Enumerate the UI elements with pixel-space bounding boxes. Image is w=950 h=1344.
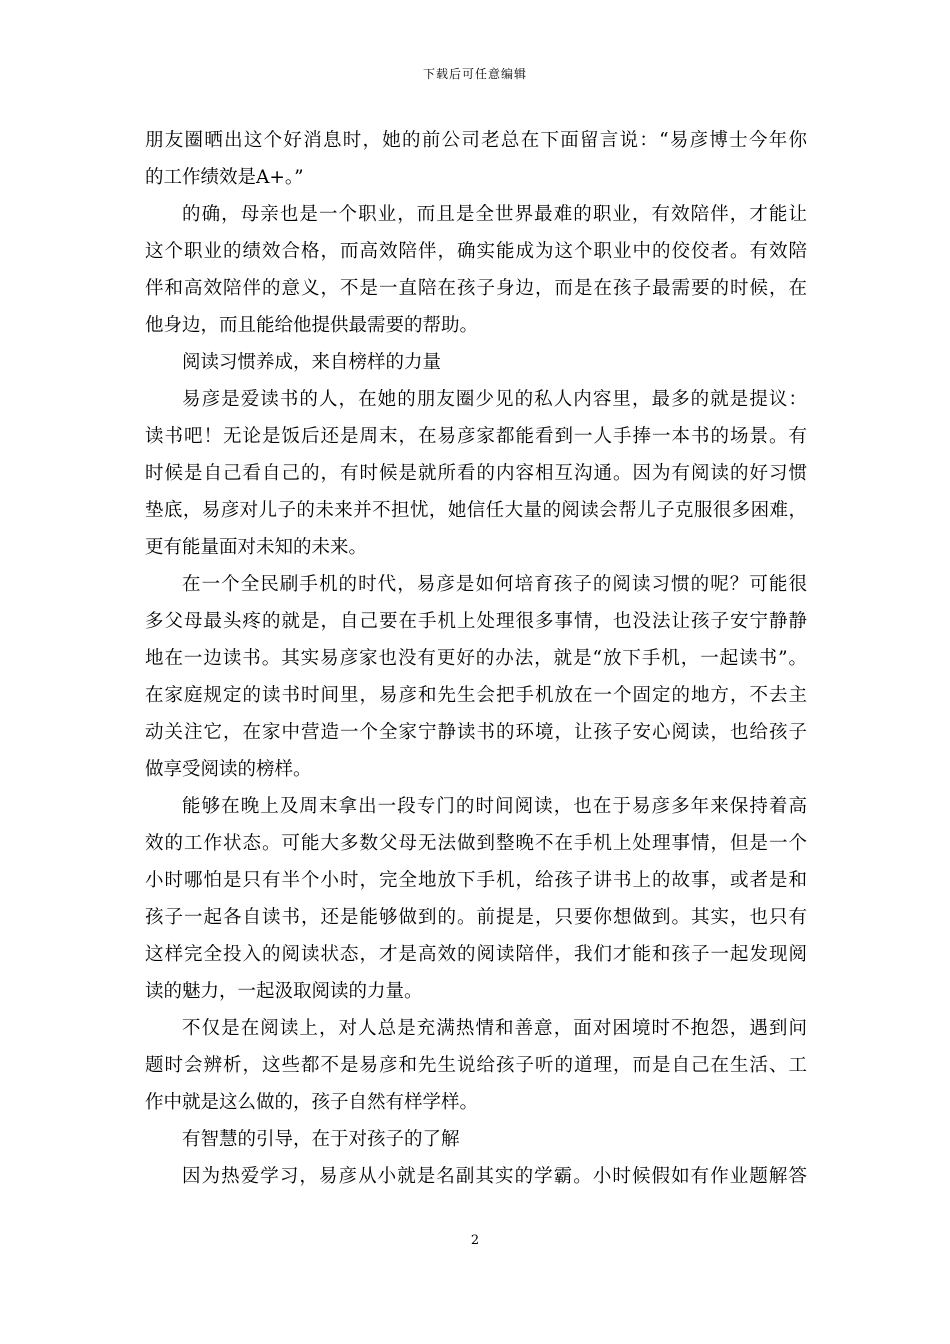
text-line: 易彦是爱读书的人，在她的朋友圈少见的私人内容里，最多的就是提议：: [182, 389, 807, 410]
text-line: 的工作绩效是A+。”: [145, 167, 304, 188]
section-heading-guidance: [145, 1121, 807, 1158]
text-line: 读书吧！无论是饭后还是周末，在易彦家都能看到一人手捧一本书的场景。有: [145, 426, 807, 447]
text-line: 阅读习惯养成，来自榜样的力量: [182, 352, 442, 373]
text-line: 多父母最头疼的就是，自己要在手机上处理很多事情，也没法让孩子安宁静静: [145, 611, 807, 632]
text-line: 的确，母亲也是一个职业，而且是全世界最难的职业，有效陪伴，才能让: [182, 204, 807, 225]
section-heading-reading: [145, 344, 807, 381]
text-line: 在家庭规定的读书时间里，易彦和先生会把手机放在一个固定的地方，不去主: [145, 685, 807, 706]
text-line: 题时会辨析，这些都不是易彦和先生说给孩子听的道理，而是自己在生活、工: [145, 1055, 807, 1076]
text-line: 这个职业的绩效合格，而高效陪伴，确实能成为这个职业中的佼佼者。有效陪: [145, 241, 807, 262]
paragraph-1: [145, 196, 807, 344]
paragraph-5: [145, 788, 807, 1010]
paragraph-6: [145, 1010, 807, 1121]
text-line: 做享受阅读的榜样。: [145, 759, 312, 780]
text-line: 时候是自己看自己的，有时候是就所看的内容相互沟通。因为有阅读的好习惯: [145, 463, 807, 484]
text-line: 效的工作状态。可能大多数父母无法做到整晚不在手机上处理事情，但是一个: [145, 833, 807, 854]
paragraph-3: [145, 381, 807, 566]
text-line: 伴和高效陪伴的意义，不是一直陪在孩子身边，而是在孩子最需要的时候，在: [145, 278, 807, 299]
paragraph-0: [145, 122, 807, 196]
text-line: 在一个全民刷手机的时代，易彦是如何培育孩子的阅读习惯的呢？可能很: [182, 574, 807, 595]
text-line: 地在一边读书。其实易彦家也没有更好的办法，就是“放下手机，一起读书”。: [145, 648, 807, 669]
document-body: [145, 122, 807, 1195]
text-line: 这样完全投入的阅读状态，才是高效的阅读陪伴，我们才能和孩子一起发现阅: [145, 944, 807, 965]
page-number: 2: [470, 1233, 480, 1248]
text-line: 有智慧的引导，在于对孩子的了解: [182, 1129, 460, 1150]
text-line: 他身边，而且能给他提供最需要的帮助。: [145, 315, 479, 336]
text-line: 作中就是这么做的，孩子自然有样学样。: [145, 1092, 479, 1113]
text-line: 动关注它，在家中营造一个全家宁静读书的环境，让孩子安心阅读，也给孩子: [145, 722, 807, 743]
paragraph-4: [145, 566, 807, 788]
page-header: 下载后可任意编辑: [422, 67, 527, 81]
text-line: 能够在晚上及周末拿出一段专门的时间阅读，也在于易彦多年来保持着高: [182, 796, 807, 817]
paragraph-8: [145, 1158, 807, 1195]
text-line: 孩子一起各自读书，还是能够做到的。前提是，只要你想做到。其实，也只有: [145, 907, 807, 928]
text-line: 读的魅力，一起汲取阅读的力量。: [145, 981, 423, 1002]
text-line: 小时哪怕是只有半个小时，完全地放下手机，给孩子讲书上的故事，或者是和: [145, 870, 807, 891]
text-line: 因为热爱学习，易彦从小就是名副其实的学霸。小时候假如有作业题解答: [182, 1166, 807, 1187]
text-line: 朋友圈晒出这个好消息时，她的前公司老总在下面留言说：“易彦博士今年你: [145, 130, 807, 151]
text-line: 垫底，易彦对儿子的未来并不担忧，她信任大量的阅读会帮儿子克服很多困难，: [145, 500, 807, 521]
text-line: 更有能量面对未知的未来。: [145, 537, 368, 558]
text-line: 不仅是在阅读上，对人总是充满热情和善意，面对困境时不抱怨，遇到问: [182, 1018, 807, 1039]
